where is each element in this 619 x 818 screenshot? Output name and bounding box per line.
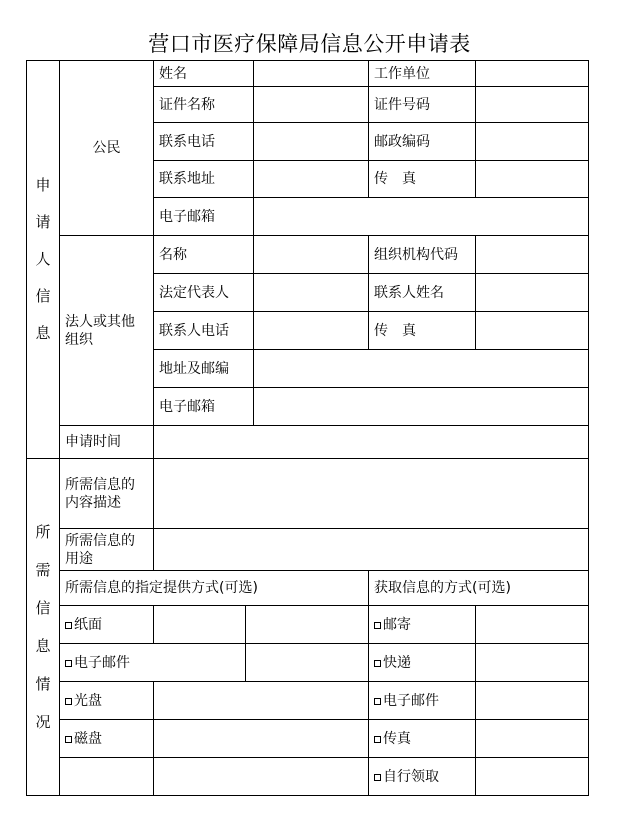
label-char: 人 <box>35 250 51 268</box>
citizen-label: 公民 <box>59 60 154 236</box>
org-code-label: 组织机构代码 <box>368 235 476 274</box>
email-label: 电子邮箱 <box>153 197 254 236</box>
option-paper-checkbox[interactable]: 纸面 <box>59 605 154 644</box>
name-field[interactable] <box>253 60 369 87</box>
contact-name-label: 联系人姓名 <box>368 273 476 312</box>
info-section-label <box>26 458 60 796</box>
option-blank-cell <box>475 719 589 758</box>
org-name-label: 名称 <box>153 235 254 274</box>
work-unit-field[interactable] <box>475 60 589 87</box>
option-blank-cell <box>475 643 589 682</box>
id-type-field[interactable] <box>253 86 369 123</box>
phone-label: 联系电话 <box>153 122 254 161</box>
id-number-field[interactable] <box>475 86 589 123</box>
label-char: 申 <box>35 176 51 194</box>
label-char: 情 <box>35 675 51 693</box>
name-label: 姓名 <box>153 60 254 87</box>
option-self-pickup-checkbox[interactable]: 自行领取 <box>368 757 476 796</box>
org-email-label: 电子邮箱 <box>153 387 254 426</box>
option-mail-checkbox[interactable]: 邮寄 <box>368 605 476 644</box>
org-name-field[interactable] <box>253 235 369 274</box>
legal-rep-label: 法定代表人 <box>153 273 254 312</box>
applicant-section-label <box>26 60 60 459</box>
content-desc-field[interactable] <box>153 458 589 529</box>
phone-field[interactable] <box>253 122 369 161</box>
option-blank-cell <box>475 757 589 796</box>
option-cd-checkbox[interactable]: 光盘 <box>59 681 154 720</box>
label-char: 请 <box>35 213 51 231</box>
option-express-checkbox[interactable]: 快递 <box>368 643 476 682</box>
option-email-checkbox[interactable]: 电子邮件 <box>59 643 246 682</box>
purpose-field[interactable] <box>153 528 589 571</box>
option-disk-checkbox[interactable]: 磁盘 <box>59 719 154 758</box>
purpose-text: 所需信息的用途 <box>65 532 135 567</box>
label-char: 信 <box>35 287 51 305</box>
label-char: 所 <box>35 523 51 541</box>
contact-phone-label: 联系人电话 <box>153 311 254 350</box>
label-char: 息 <box>35 637 51 655</box>
organization-label-text: 法人或其他组织 <box>65 313 135 348</box>
option-blank-cell <box>153 719 369 758</box>
fax-field[interactable] <box>475 160 589 198</box>
postcode-label: 邮政编码 <box>368 122 476 161</box>
option-blank-cell <box>475 605 589 644</box>
postcode-field[interactable] <box>475 122 589 161</box>
address-label: 联系地址 <box>153 160 254 198</box>
option-blank-cell <box>153 681 369 720</box>
content-desc-label <box>59 458 154 529</box>
address-field[interactable] <box>253 160 369 198</box>
org-code-field[interactable] <box>475 235 589 274</box>
address-postcode-field[interactable] <box>253 349 589 388</box>
option-blank-cell <box>245 643 369 682</box>
option-fax-checkbox[interactable]: 传真 <box>368 719 476 758</box>
option-blank-cell <box>245 605 369 644</box>
provide-method-header: 所需信息的指定提供方式(可选) <box>59 570 369 606</box>
contact-phone-field[interactable] <box>253 311 369 350</box>
form-title: 营口市医疗保障局信息公开申请表 <box>148 32 471 56</box>
id-number-label: 证件号码 <box>368 86 476 123</box>
legal-rep-field[interactable] <box>253 273 369 312</box>
label-char: 息 <box>35 324 51 342</box>
contact-name-field[interactable] <box>475 273 589 312</box>
option-blank-cell <box>59 757 154 796</box>
obtain-method-header: 获取信息的方式(可选) <box>368 570 589 606</box>
id-type-label: 证件名称 <box>153 86 254 123</box>
org-email-field[interactable] <box>253 387 589 426</box>
option-blank-cell <box>475 681 589 720</box>
label-char: 况 <box>35 713 51 731</box>
org-fax-label: 传 真 <box>368 311 476 350</box>
label-char: 需 <box>35 561 51 579</box>
label-char: 信 <box>35 599 51 617</box>
apply-time-label: 申请时间 <box>59 425 154 459</box>
work-unit-label: 工作单位 <box>368 60 476 87</box>
option-blank-cell <box>153 757 369 796</box>
fax-label: 传 真 <box>368 160 476 198</box>
address-postcode-label: 地址及邮编 <box>153 349 254 388</box>
content-desc-text: 所需信息的内容描述 <box>65 476 135 511</box>
email-field[interactable] <box>253 197 589 236</box>
option-obtain-email-checkbox[interactable]: 电子邮件 <box>368 681 476 720</box>
organization-label <box>59 235 154 426</box>
org-fax-field[interactable] <box>475 311 589 350</box>
apply-time-field[interactable] <box>153 425 589 459</box>
purpose-label <box>59 528 154 571</box>
option-blank-cell <box>153 605 246 644</box>
